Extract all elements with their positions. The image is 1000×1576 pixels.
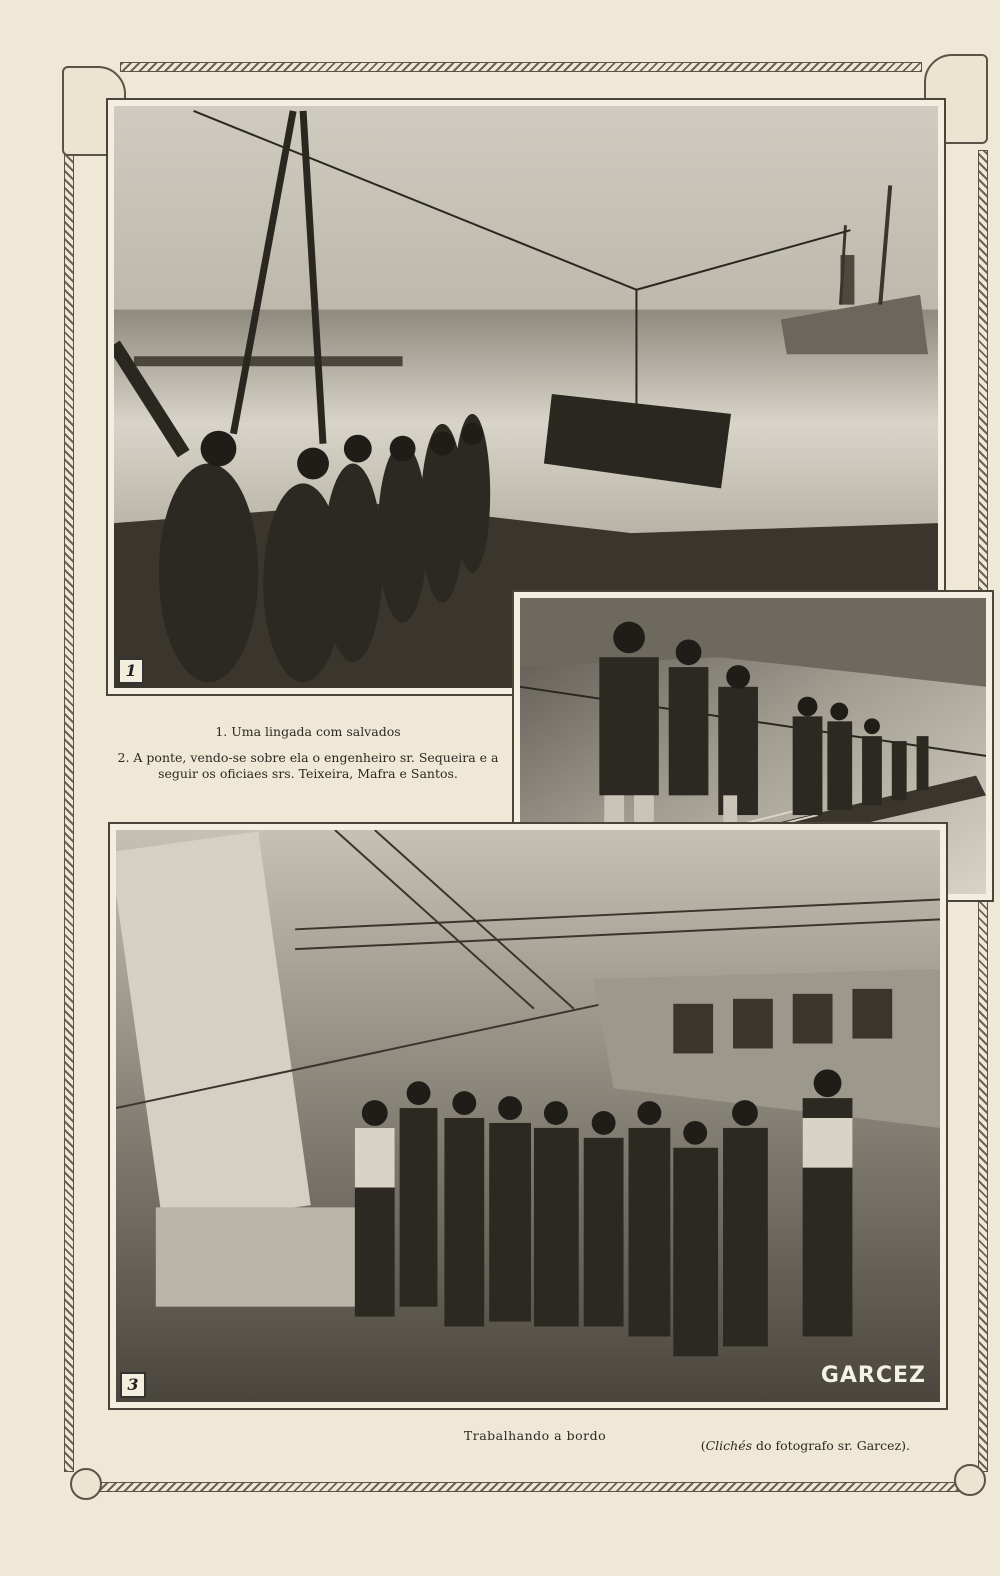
photo-3-number: 3 (120, 1372, 146, 1398)
photo-1-number: 1 (118, 658, 144, 684)
rope-knot-bottom-left (70, 1468, 102, 1500)
caption-bottom: Trabalhando a bordo (463, 1428, 607, 1443)
photo-credit (650, 1438, 910, 1453)
rope-border-left (64, 150, 74, 1472)
rope-knot-bottom-right (954, 1464, 986, 1496)
rope-border-bottom (88, 1482, 960, 1492)
caption-block (112, 724, 504, 792)
photo-3-working-aboard (116, 830, 940, 1402)
caption-item-2: 2. A ponte, vendo-se sobre ela o engenheiro sr. Sequeira e a seguir os oficiaes srs. Teixeira, Mafra e Santos. (117, 750, 499, 781)
caption-item-1: 1. Uma lingada com salvados (215, 724, 401, 739)
credit-prefix: ( (700, 1438, 706, 1453)
rope-border-top (120, 62, 922, 72)
photo-3-frame (108, 822, 948, 1410)
photographer-signature: GARCEZ (820, 1363, 926, 1388)
credit-italic: Clichés (705, 1438, 753, 1453)
credit-suffix: do fotografo sr. Garcez). (752, 1438, 910, 1453)
